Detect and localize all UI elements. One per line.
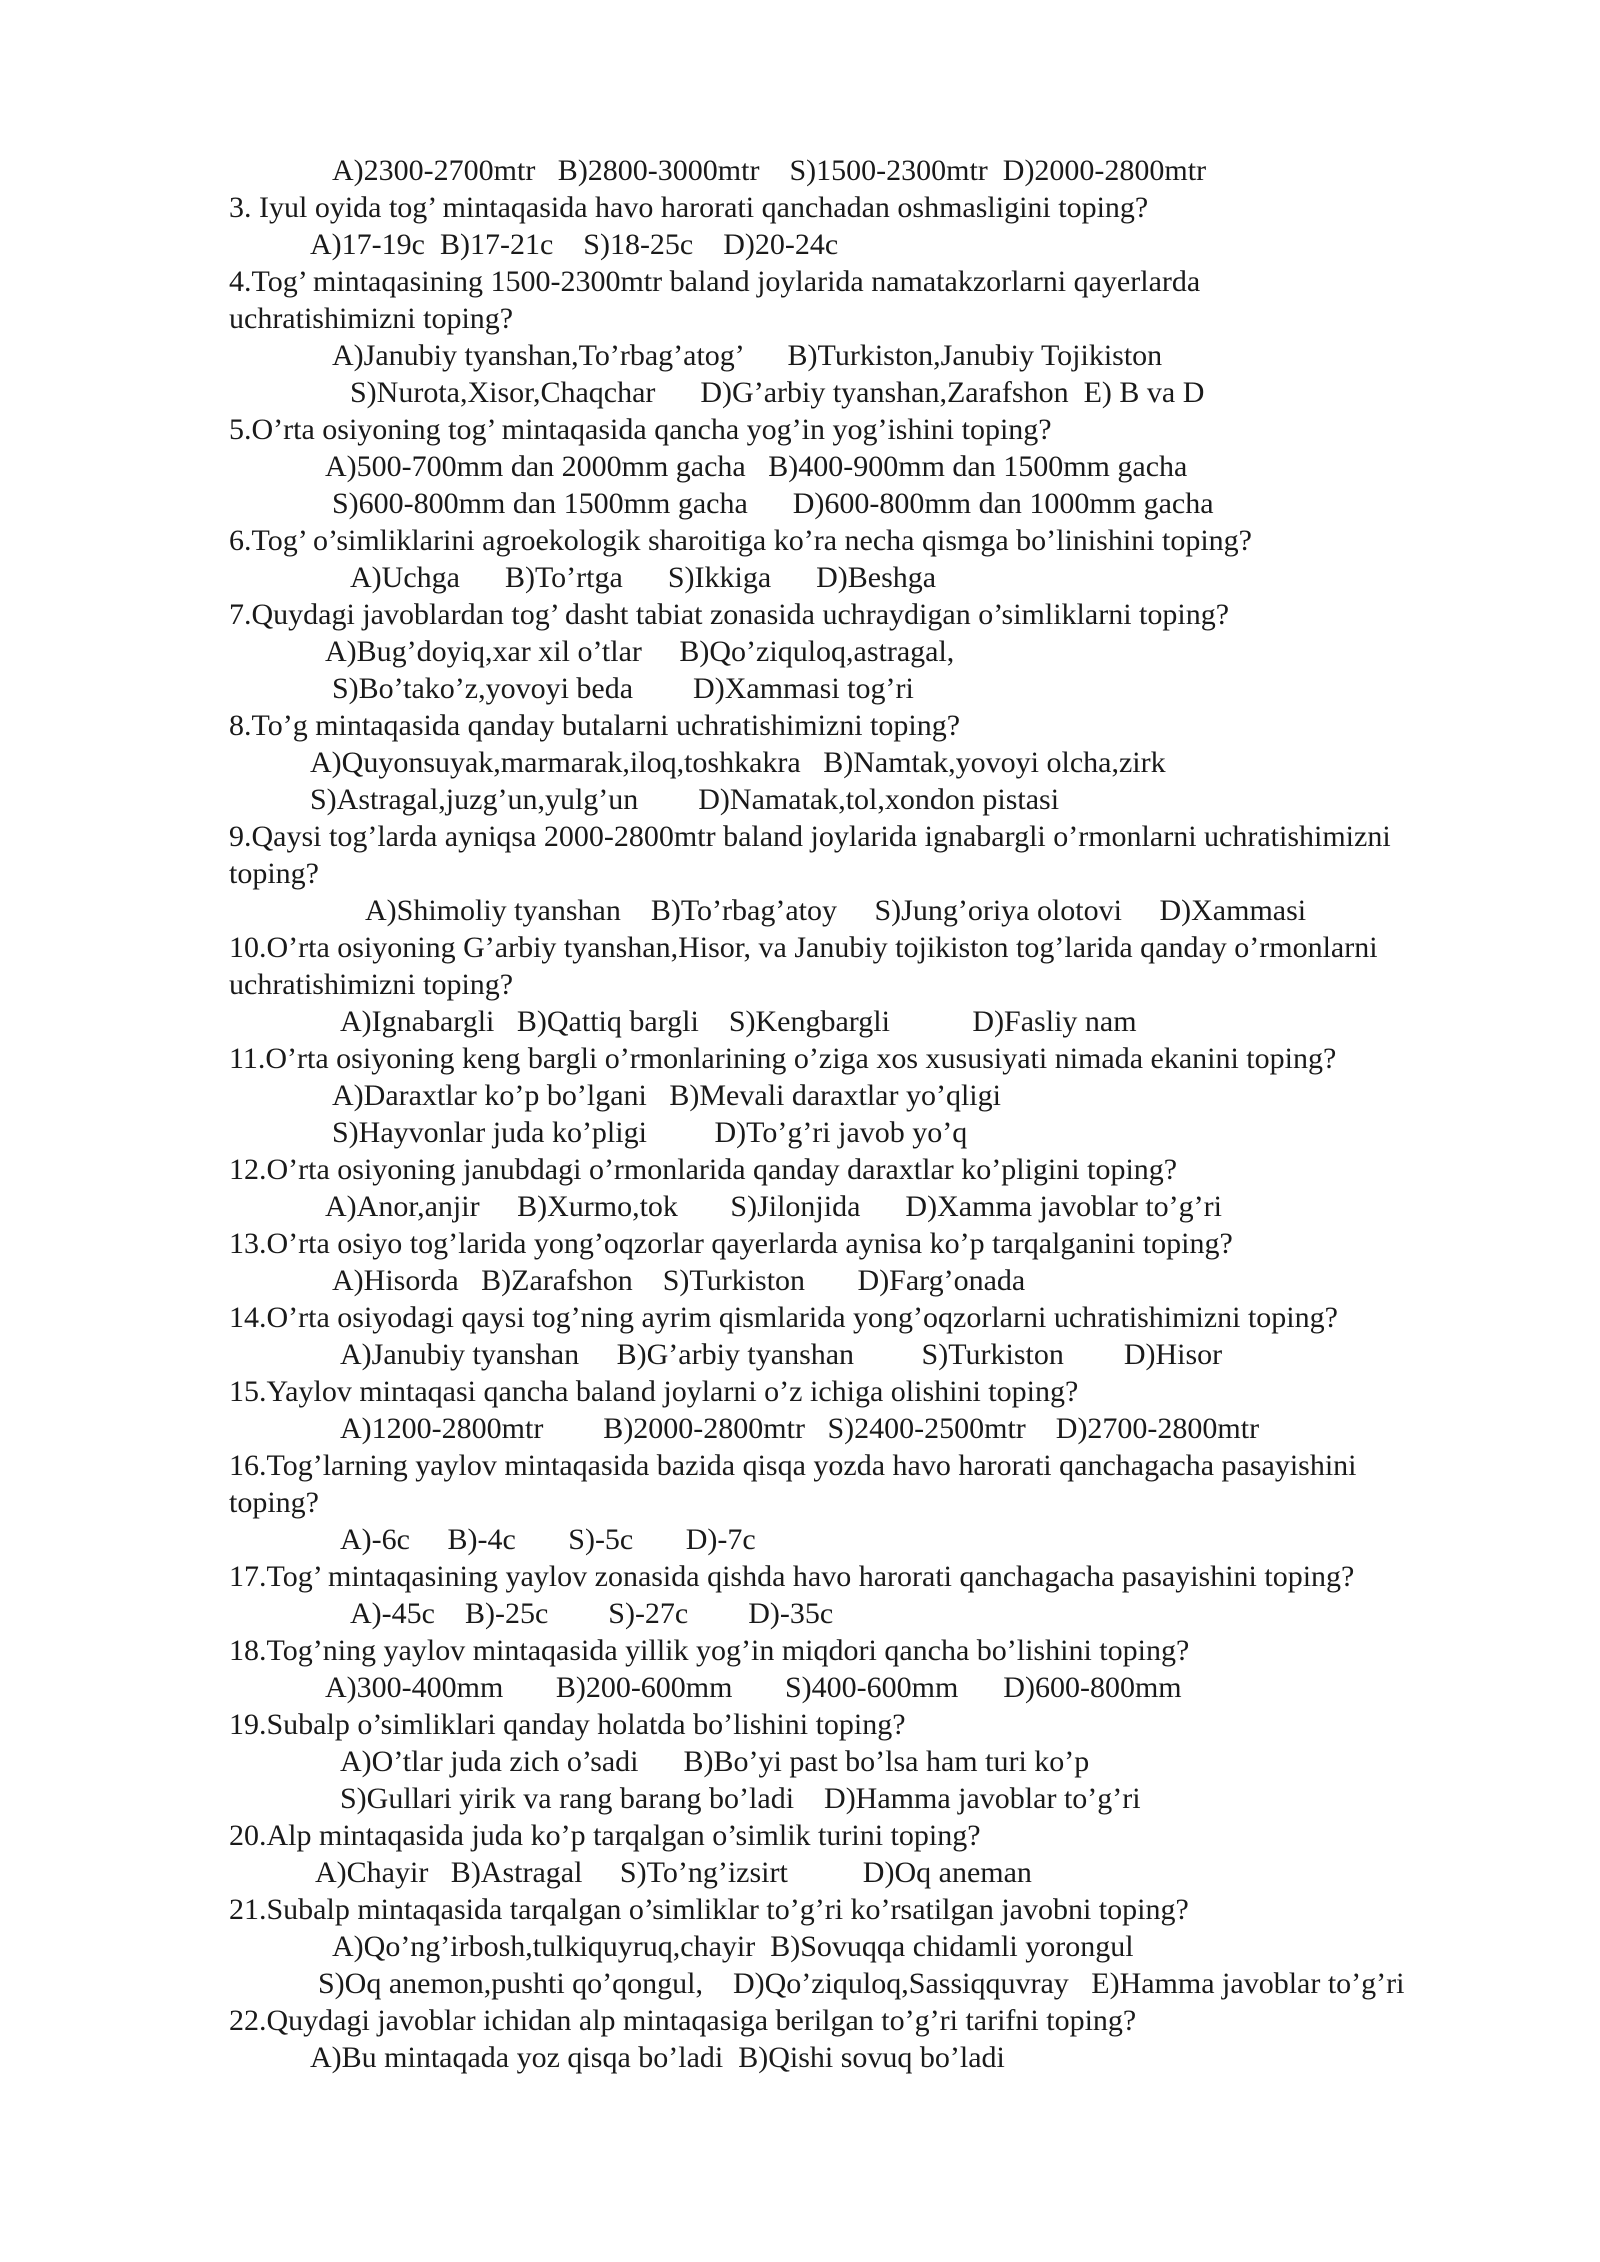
answer-options-q7-a: A)Bug’doyiq,xar xil o’tlar B)Qo’ziquloq,astragal, xyxy=(325,635,955,668)
question-13: 13.O’rta osiyo tog’larida yong’oqzorlar qayerlarda aynisa ko’p tarqalganini toping? xyxy=(229,1227,1233,1260)
question-3: 3. Iyul oyida tog’ mintaqasida havo harorati qanchadan oshmasligini toping? xyxy=(229,191,1149,224)
answer-options-q5-a: A)500-700mm dan 2000mm gacha B)400-900mm dan 1500mm gacha xyxy=(325,450,1188,483)
answer-options-q6: A)Uchga B)To’rtga S)Ikkiga D)Beshga xyxy=(350,561,937,594)
answer-options-q15: A)1200-2800mtr B)2000-2800mtr S)2400-2500mtr D)2700-2800mtr xyxy=(340,1412,1260,1445)
question-8: 8.To’g mintaqasida qanday butalarni uchratishimizni toping? xyxy=(229,709,961,742)
question-17: 17.Tog’ mintaqasining yaylov zonasida qishda havo harorati qanchagacha pasayishini toping? xyxy=(229,1560,1355,1593)
question-6: 6.Tog’ o’simliklarini agroekologik sharoitiga ko’ra necha qismga bo’linishini toping? xyxy=(229,524,1252,557)
question-22: 22.Quydagi javoblar ichidan alp mintaqasiga berilgan to’g’ri tarifni toping? xyxy=(229,2004,1137,2037)
question-11: 11.O’rta osiyoning keng bargli o’rmonlarining o’ziga xos xususiyati nimada ekanini toping? xyxy=(229,1042,1337,1075)
question-20: 20.Alp mintaqasida juda ko’p tarqalgan o’simlik turini toping? xyxy=(229,1819,981,1852)
answer-options-q20: A)Chayir B)Astragal S)To’ng’izsirt D)Oq aneman xyxy=(315,1856,1032,1889)
answer-options-q13: A)Hisorda B)Zarafshon S)Turkiston D)Farg’onada xyxy=(332,1264,1026,1297)
question-4: 4.Tog’ mintaqasining 1500-2300mtr baland joylarida namatakzorlarni qayerlarda xyxy=(229,265,1201,298)
question-16: 16.Tog’larning yaylov mintaqasida bazida qisqa yozda havo harorati qanchagacha pasayishini xyxy=(229,1449,1357,1482)
question-21: 21.Subalp mintaqasida tarqalgan o’simliklar to’g’ri ko’rsatilgan javobni toping? xyxy=(229,1893,1189,1926)
answer-options-q9: A)Shimoliy tyanshan B)To’rbag’atoy S)Jung’oriya olotovi D)Xammasi xyxy=(365,894,1307,927)
answer-options-q11-a: A)Daraxtlar ko’p bo’lgani B)Mevali daraxtlar yo’qligi xyxy=(332,1079,1001,1112)
question-10: 10.O’rta osiyoning G’arbiy tyanshan,Hisor, va Janubiy tojikiston tog’larida qanday o’rmonlarni xyxy=(229,931,1378,964)
answer-options-q11-b: S)Hayvonlar juda ko’pligi D)To’g’ri javob yo’q xyxy=(332,1116,968,1149)
question-16-continued: toping? xyxy=(229,1486,319,1519)
question-12: 12.O’rta osiyoning janubdagi o’rmonlarida qanday daraxtlar ko’pligini toping? xyxy=(229,1153,1178,1186)
question-5: 5.O’rta osiyoning tog’ mintaqasida qancha yog’in yog’ishini toping? xyxy=(229,413,1052,446)
answer-options-q7-b: S)Bo’tako’z,yovoyi beda D)Xammasi tog’ri xyxy=(332,672,914,705)
question-14: 14.O’rta osiyodagi qaysi tog’ning ayrim qismlarida yong’oqzorlarni uchratishimizni toping? xyxy=(229,1301,1338,1334)
question-7: 7.Quydagi javoblardan tog’ dasht tabiat zonasida uchraydigan o’simliklarni toping? xyxy=(229,598,1230,631)
answer-options-q10: A)Ignabargli B)Qattiq bargli S)Kengbargli D)Fasliy nam xyxy=(340,1005,1137,1038)
answer-options-q17: A)-45c B)-25c S)-27c D)-35c xyxy=(350,1597,834,1630)
answer-options-q4-b: S)Nurota,Xisor,Chaqchar D)G’arbiy tyanshan,Zarafshon E) B va D xyxy=(350,376,1205,409)
question-15: 15.Yaylov mintaqasi qancha baland joylarni o’z ichiga olishini toping? xyxy=(229,1375,1079,1408)
question-9: 9.Qaysi tog’larda ayniqsa 2000-2800mtr baland joylarida ignabargli o’rmonlarni uchratishimizni xyxy=(229,820,1391,853)
answer-options-q14: A)Janubiy tyanshan B)G’arbiy tyanshan S)Turkiston D)Hisor xyxy=(340,1338,1223,1371)
answer-options-q4-a: A)Janubiy tyanshan,To’rbag’atog’ B)Turkiston,Janubiy Tojikiston xyxy=(332,339,1163,372)
answer-options-q2: A)2300-2700mtr B)2800-3000mtr S)1500-2300mtr D)2000-2800mtr xyxy=(332,154,1207,187)
question-4-continued: uchratishimizni toping? xyxy=(229,302,514,335)
answer-options-q19-b: S)Gullari yirik va rang barang bo’ladi D)Hamma javoblar to’g’ri xyxy=(340,1782,1141,1815)
answer-options-q5-b: S)600-800mm dan 1500mm gacha D)600-800mm dan 1000mm gacha xyxy=(332,487,1214,520)
question-19: 19.Subalp o’simliklari qanday holatda bo’lishini toping? xyxy=(229,1708,906,1741)
answer-options-q21-a: A)Qo’ng’irbosh,tulkiquyruq,chayir B)Sovuqqa chidamli yorongul xyxy=(332,1930,1134,1963)
answer-options-q18: A)300-400mm B)200-600mm S)400-600mm D)600-800mm xyxy=(325,1671,1182,1704)
answer-options-q22: A)Bu mintaqada yoz qisqa bo’ladi B)Qishi sovuq bo’ladi xyxy=(310,2041,1005,2074)
answer-options-q21-b: S)Oq anemon,pushti qo’qongul, D)Qo’ziquloq,Sassiqquvray E)Hamma javoblar to’g’ri xyxy=(318,1967,1405,2000)
answer-options-q12: A)Anor,anjir B)Xurmo,tok S)Jilonjida D)Xamma javoblar to’g’ri xyxy=(325,1190,1222,1223)
answer-options-q16: A)-6c B)-4c S)-5c D)-7c xyxy=(340,1523,756,1556)
answer-options-q19-a: A)O’tlar juda zich o’sadi B)Bo’yi past bo’lsa ham turi ko’p xyxy=(340,1745,1090,1778)
answer-options-q8-b: S)Astragal,juzg’un,yulg’un D)Namatak,tol,xondon pistasi xyxy=(310,783,1060,816)
answer-options-q8-a: A)Quyonsuyak,marmarak,iloq,toshkakra B)Namtak,yovoyi olcha,zirk xyxy=(310,746,1166,779)
question-9-continued: toping? xyxy=(229,857,319,890)
answer-options-q3: A)17-19c B)17-21c S)18-25c D)20-24c xyxy=(310,228,839,261)
question-18: 18.Tog’ning yaylov mintaqasida yillik yog’in miqdori qancha bo’lishini toping? xyxy=(229,1634,1190,1667)
question-10-continued: uchratishimizni toping? xyxy=(229,968,514,1001)
